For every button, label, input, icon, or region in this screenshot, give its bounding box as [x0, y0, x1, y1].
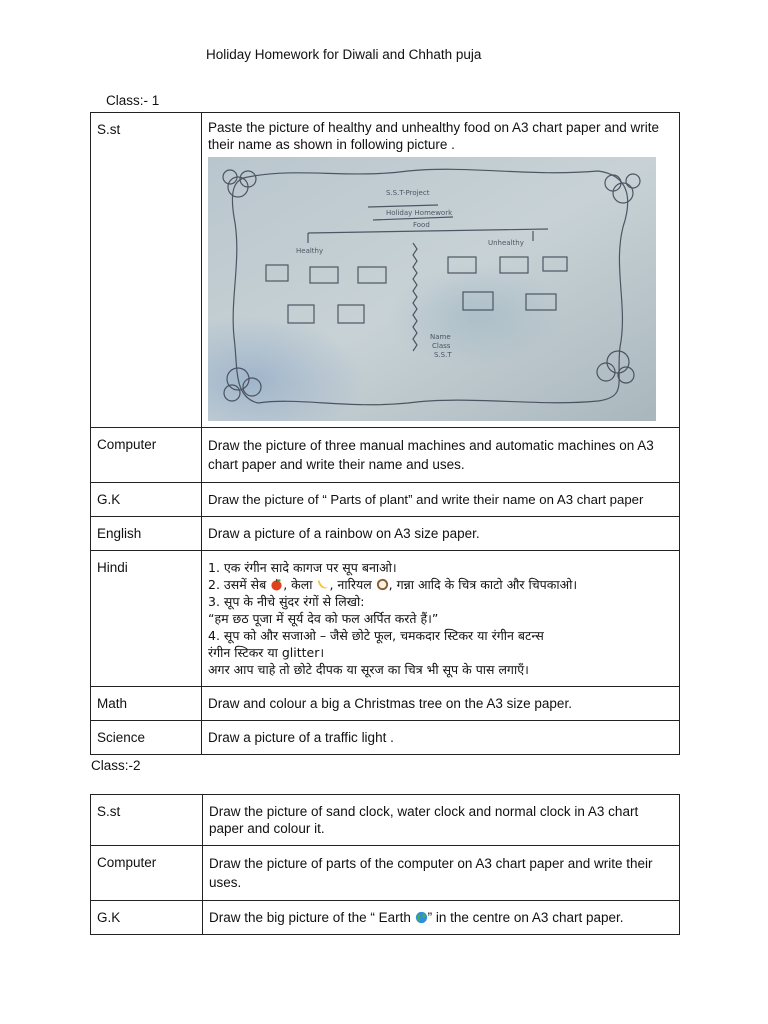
svg-text:Name: Name — [430, 333, 451, 341]
subject-cell: G.K — [91, 483, 202, 517]
class-1-table — [90, 112, 680, 755]
class-2-label: Class:-2 — [91, 758, 141, 773]
table-row — [91, 687, 680, 721]
page-title: Holiday Homework for Diwali and Chhath puja — [206, 47, 482, 62]
subject-cell: G.K — [91, 901, 203, 935]
chart-paper-photo — [208, 157, 656, 421]
table-row — [91, 517, 680, 551]
coconut-icon — [376, 578, 389, 591]
subject-cell: Math — [91, 687, 202, 721]
task-cell: Draw and colour a big a Christmas tree on the A3 size paper. — [202, 687, 680, 721]
task-cell: Draw the picture of parts of the computer on A3 chart paper and write their uses. — [203, 846, 680, 901]
task-cell-hindi: 1. एक रंगीन सादे कागज पर सूप बनाओ। 2. उसमें सेब , केला , नारियल , गन्ना आदि के चित्र काटो और चिपकाओ। 3. सूप के नीचे सुंदर रंगों से लिखो: “हम छठ पूजा में सूर्य देव को फल अर्पित करते हैं।” 4. सूप को और सजाओ – जैसे छोटे फूल, चमकदार स्टिकर या रंगीन बटन्स रंगीन स्टिकर या glitter। अगर आप चाहे तो छोटे दीपक या सूरज का चित्र भी सूप के पास लगाएँ। — [202, 551, 680, 687]
class-1-label: Class:- 1 — [106, 93, 160, 108]
task-cell: Draw a picture of a traffic light . — [202, 721, 680, 755]
svg-text:Food: Food — [413, 221, 430, 229]
svg-text:S.S.T-Project: S.S.T-Project — [386, 189, 430, 197]
table-row — [91, 483, 680, 517]
svg-text:Healthy: Healthy — [296, 247, 324, 255]
subject-cell: S.st — [91, 113, 202, 428]
apple-icon — [270, 578, 283, 591]
table-row — [91, 795, 680, 846]
table-row — [91, 846, 680, 901]
subject-cell: S.st — [91, 795, 203, 846]
svg-text:S.S.T: S.S.T — [434, 351, 452, 359]
class-2-table — [90, 794, 680, 935]
task-cell: Draw the picture of three manual machines and automatic machines on A3 chart paper and write their name and uses. — [202, 428, 680, 483]
subject-cell: Science — [91, 721, 202, 755]
table-row — [91, 551, 680, 687]
table-row — [91, 721, 680, 755]
table-row — [91, 901, 680, 935]
subject-cell: Computer — [91, 846, 203, 901]
earth-globe-icon — [415, 911, 428, 924]
subject-cell: English — [91, 517, 202, 551]
task-cell: Draw the picture of sand clock, water clock and normal clock in A3 chart paper and colour it. — [203, 795, 680, 846]
svg-text:Class: Class — [432, 342, 451, 350]
table-row — [91, 428, 680, 483]
task-cell: Draw the picture of “ Parts of plant” and write their name on A3 chart paper — [202, 483, 680, 517]
task-text: Paste the picture of healthy and unhealthy food on A3 chart paper and write their name as shown in following picture . — [208, 120, 660, 152]
svg-text:Unhealthy: Unhealthy — [488, 239, 524, 247]
table-row — [91, 113, 680, 428]
banana-icon — [316, 578, 329, 591]
svg-text:Holiday Homework: Holiday Homework — [386, 209, 453, 217]
subject-cell: Computer — [91, 428, 202, 483]
subject-cell: Hindi — [91, 551, 202, 687]
task-cell: Draw a picture of a rainbow on A3 size paper. — [202, 517, 680, 551]
task-cell: Draw the big picture of the “ Earth ” in the centre on A3 chart paper. — [203, 901, 680, 935]
